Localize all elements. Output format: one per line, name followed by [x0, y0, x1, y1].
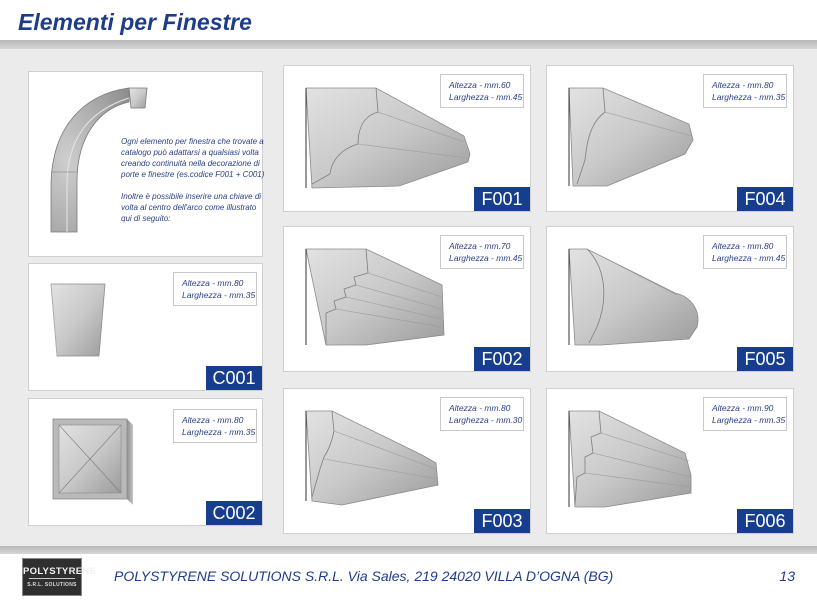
height-spec: Altezza - mm.70 — [449, 241, 511, 251]
width-spec: Larghezza - mm.35 — [182, 290, 256, 300]
product-card-f004 — [546, 65, 794, 212]
spec-box — [703, 397, 787, 431]
height-spec: Altezza - mm.60 — [449, 80, 511, 90]
intro-paragraph-1: Ogni elemento per finestra che trovate a catalogo può adattarsi a qualsiasi volta creando continuità nella decorazione di porte e finestre (es.codice F001 + C001) — [121, 137, 265, 179]
width-spec: Larghezza - mm.35 — [712, 92, 786, 102]
product-card-f001 — [283, 65, 531, 212]
height-spec: Altezza - mm.80 — [449, 403, 511, 413]
width-spec: Larghezza - mm.30 — [449, 415, 523, 425]
product-card-c001 — [28, 263, 263, 391]
page-header — [0, 0, 817, 40]
width-spec: Larghezza - mm.45 — [449, 253, 523, 263]
product-card-f003 — [283, 388, 531, 534]
product-code: C002 — [206, 501, 262, 525]
product-card-f006 — [546, 388, 794, 534]
intro-card — [28, 71, 263, 257]
product-card-f002 — [283, 226, 531, 372]
header-divider — [0, 40, 817, 49]
spec-box — [440, 235, 524, 269]
width-spec: Larghezza - mm.35 — [712, 415, 786, 425]
product-code: F004 — [737, 187, 793, 211]
height-spec: Altezza - mm.80 — [712, 241, 774, 251]
product-card-f005 — [546, 226, 794, 372]
width-spec: Larghezza - mm.45 — [449, 92, 523, 102]
page-footer — [0, 554, 817, 600]
height-spec: Altezza - mm.80 — [182, 278, 244, 288]
logo-subtitle: S.R.L. SOLUTIONS — [27, 582, 77, 588]
product-code: F002 — [474, 347, 530, 371]
spec-box — [703, 235, 787, 269]
width-spec: Larghezza - mm.35 — [182, 427, 256, 437]
product-code: C001 — [206, 366, 262, 390]
intro-text — [121, 136, 269, 224]
company-address: POLYSTYRENE SOLUTIONS S.R.L. Via Sales, 219 24020 VILLA D’OGNA (BG) — [114, 568, 614, 584]
company-logo — [22, 558, 97, 596]
product-code: F006 — [737, 509, 793, 533]
page-title: Elementi per Finestre — [18, 9, 252, 35]
spec-box — [440, 397, 524, 431]
product-code: F003 — [474, 509, 530, 533]
spec-box — [440, 74, 524, 108]
intro-paragraph-2: Inoltre è possibile inserire una chiave di volta al centro dell'arco come illustrato qui di seguito: — [121, 192, 262, 223]
spec-box — [173, 272, 257, 306]
width-spec: Larghezza - mm.45 — [712, 253, 786, 263]
spec-box — [703, 74, 787, 108]
spec-box — [173, 409, 257, 443]
height-spec: Altezza - mm.80 — [182, 415, 244, 425]
height-spec: Altezza - mm.90 — [712, 403, 774, 413]
page-number: 13 — [779, 568, 795, 584]
product-code: F001 — [474, 187, 530, 211]
logo-divider — [29, 578, 75, 579]
footer-divider — [0, 546, 817, 554]
product-code: F005 — [737, 347, 793, 371]
height-spec: Altezza - mm.80 — [712, 80, 774, 90]
product-card-c002 — [28, 398, 263, 526]
logo-wordmark: POLYSTYRENE — [23, 566, 97, 577]
